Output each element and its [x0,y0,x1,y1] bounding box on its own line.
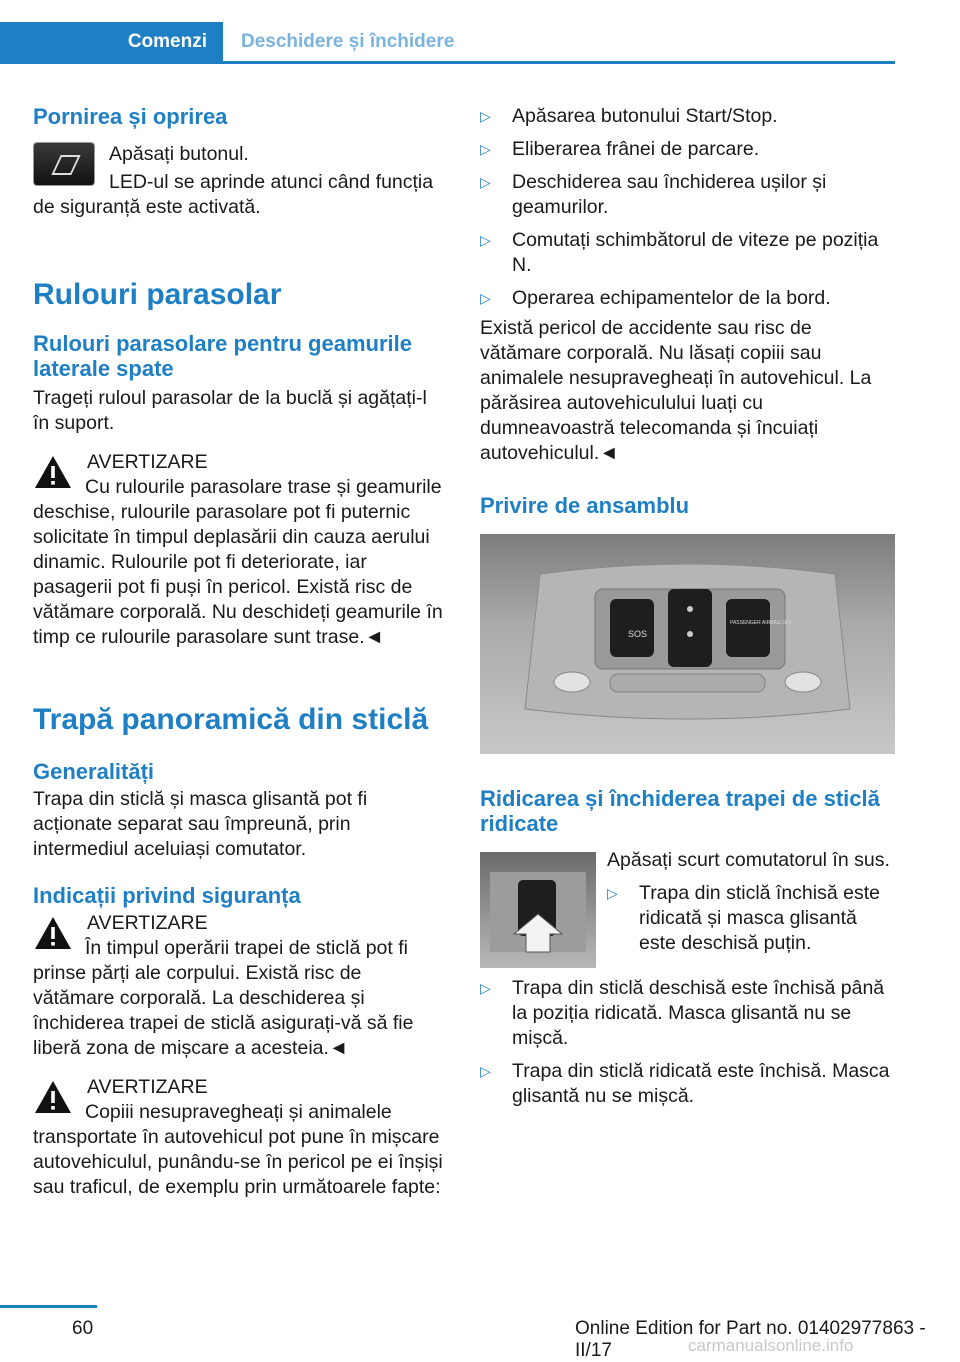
press-button-text: Apăsați butonul. [109,143,249,165]
warning-label: AVERTIZARE [87,912,208,934]
raise-text [607,849,895,968]
warning-text-1: Cu rulourile parasolare trase și geamurile deschise, rulourile parasolare pot fi puternic solicitate în timpul deplasării din cauza aerului dinamic. Rulourile pot fi deteriorate, iar pasagerii pot fi puși în pericol. Există risc de vătămare corporală. Nu deschideți geamurile în timp ce rulourile parasolare sunt trase.◄ [33,476,443,648]
warning-triangle-icon [33,454,73,490]
list-item: ▷ Eliberarea frânei de parcare. [480,138,760,160]
chapter-title-rulouri: Rulouri parasolar [33,278,282,311]
triangle-bullet-icon: ▷ [607,885,618,901]
header-divider [0,61,895,64]
warning-triangle-icon [33,915,73,951]
list-item: ▷ Comutați schimbătorul de viteze pe poziția N. [480,229,879,276]
raise-instruction: Apăsați scurt comutatorul în sus. [607,849,890,871]
triangle-bullet-icon: ▷ [480,290,491,306]
list-item: ▷ Apăsarea butonului Start/Stop. [480,105,778,127]
list-item: ▷ Trapa din sticlă ridicată este închisă. Masca glisantă nu se mișcă. [480,1060,890,1107]
sos-label: SOS [628,629,648,639]
warning-label: AVERTIZARE [87,1076,208,1098]
list-item: ▷ Trapa din sticlă închisă este ridicată și masca glisantă este deschisă puțin. [607,882,880,954]
section-title-indicatii: Indicații privind siguranța [33,883,301,908]
pericol-text: Există pericol de accidente sau risc de vătămare corporală. Nu lăsați copiii sau animalele nesupravegheați în autovehicul. La părăsirea autovehiculului luați cu dumneavoastră telecomanda și încuiați autovehiculul.◄ [480,317,872,464]
right-column [480,100,895,1109]
list-item: ▷ Deschiderea sau închiderea ușilor și geamurilor. [480,171,827,218]
section-title-pornirea: Pornirea și oprirea [33,104,228,129]
generalitati-text: Trapa din sticlă și masca glisantă pot fi acționate separat sau împreună, prin intermediul aceluiași comutator. [33,788,368,860]
warning-triangle-icon [33,1079,73,1115]
footer-divider [0,1305,97,1308]
rulouri-text: Trageți ruloul parasolar de la buclă și agățați-l în suport. [33,387,427,434]
triangle-bullet-icon: ▷ [480,141,491,157]
edition-text: Online Edition for Part no. 01402977863 - II/17 [575,1318,926,1361]
window-safety-button-icon [33,142,95,186]
section-title-privire: Privire de ansamblu [480,493,690,518]
tab-comenzi[interactable]: Comenzi [0,22,223,62]
tab-deschidere[interactable]: Deschidere și închidere [223,22,895,62]
triangle-bullet-icon: ▷ [480,108,491,124]
triangle-bullet-icon: ▷ [480,232,491,248]
raise-block [480,849,895,968]
console-illustration [480,534,895,754]
section-title-rulouri-spate: Rulouri parasolare pentru geamurile laterale spate [33,331,412,381]
section-title-ridicarea: Ridicarea și închiderea trapei de sticlă ridicate [480,786,880,836]
switch-up-photo [480,852,596,968]
warning-text-3: Copiii nesupravegheați și animalele transportate în autovehicul pot pune în mișcare autovehiculul, punându-se în pericol pe ei înșiși sau traficul, de exemplu prin următoarele fapte: [33,1101,443,1198]
chapter-title-trapa: Trapă panoramică din sticlă [33,703,429,736]
led-text: LED-ul se aprinde atunci când funcția de siguranță este activată. [33,171,434,218]
watermark: carmanualsonline.info [688,1336,854,1355]
triangle-bullet-icon: ▷ [480,1063,491,1079]
overhead-console-photo [480,534,895,754]
list-item: ▷ Operarea echipamentelor de la bord. [480,287,831,309]
section-title-generalitati: Generalități [33,759,155,784]
triangle-bullet-icon: ▷ [480,174,491,190]
triangle-bullet-icon: ▷ [480,980,491,996]
list-item: ▷ Trapa din sticlă deschisă este închisă până la poziția ridicată. Masca glisantă nu se mișcă. [480,977,885,1049]
warning-text-2: În timpul operării trapei de sticlă pot fi prinse părți ale corpului. Există risc de vătămare corporală. La deschiderea și închiderea trapei de sticlă asigurați-vă să fie liberă zona de mișcare a acesteia.◄ [33,937,414,1059]
passenger-airbag-label: PASSENGER AIRBAG OFF [730,620,793,626]
page-number: 60 [72,1318,94,1339]
header [0,0,960,64]
warning-label: AVERTIZARE [87,451,208,473]
left-column [33,100,448,1200]
